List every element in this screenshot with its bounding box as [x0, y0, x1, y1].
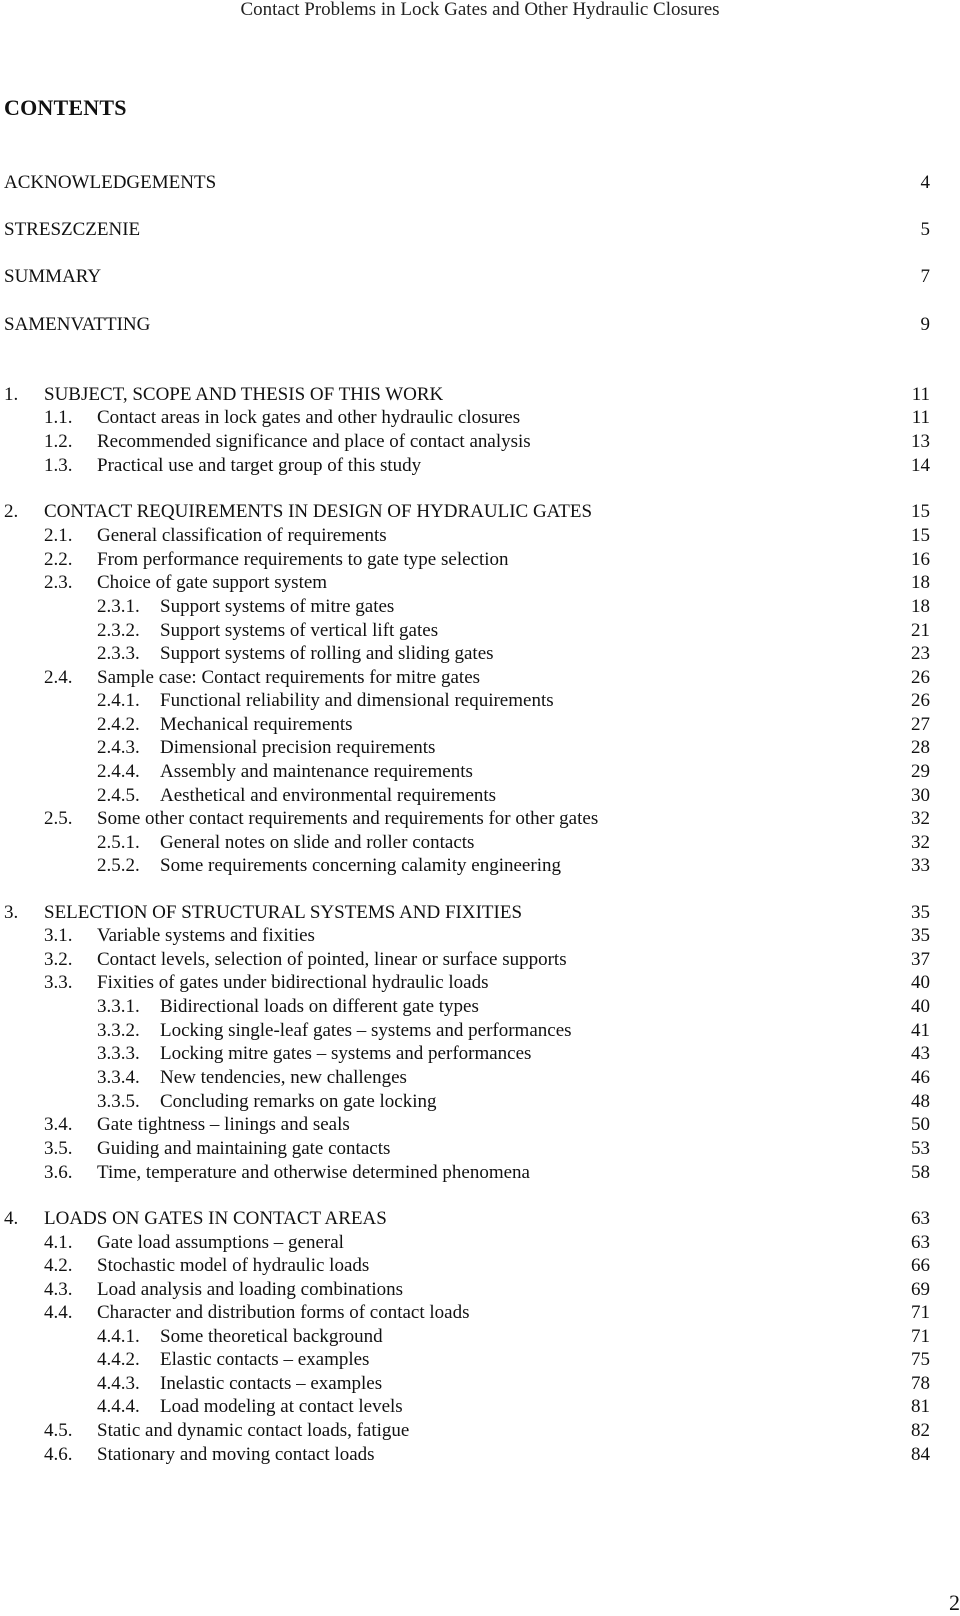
- toc-entry-page: 15: [911, 525, 930, 546]
- toc-entry-number: 1.3.: [44, 455, 73, 476]
- toc-entry-title: Elastic contacts – examples: [160, 1349, 370, 1370]
- toc-entry-page: 9: [920, 314, 930, 335]
- toc-entry: [0, 548, 960, 572]
- toc-entry-number: 4.4.: [44, 1302, 73, 1323]
- toc-entry-page: 13: [911, 431, 930, 452]
- toc-entry: [0, 500, 960, 524]
- toc-entry: [0, 1348, 960, 1372]
- toc-entry-page: 41: [911, 1020, 930, 1041]
- toc-entry-number: 2.3.: [44, 572, 73, 593]
- toc-entry-page: 5: [920, 219, 930, 240]
- toc-entry-page: 69: [911, 1279, 930, 1300]
- toc-entry-title: Inelastic contacts – examples: [160, 1373, 383, 1394]
- toc-entry-page: 63: [911, 1232, 930, 1253]
- toc-entry-number: 2.5.2.: [97, 855, 140, 876]
- toc-entry-number: 3.4.: [44, 1114, 73, 1135]
- toc-entry-page: 53: [911, 1138, 930, 1159]
- toc-entry-title: CONTACT REQUIREMENTS IN DESIGN OF HYDRAULIC GATES: [44, 501, 593, 522]
- toc-entry-title: Assembly and maintenance requirements: [160, 761, 473, 782]
- toc-entry-title: Gate load assumptions – general: [97, 1232, 344, 1253]
- toc-entry: [0, 1325, 960, 1349]
- toc-entry: [0, 1395, 960, 1419]
- toc-entry-title: New tendencies, new challenges: [160, 1067, 407, 1088]
- toc-entry: [0, 595, 960, 619]
- toc-entry-page: 15: [911, 501, 930, 522]
- toc-entry-title: Guiding and maintaining gate contacts: [97, 1138, 391, 1159]
- toc-entry-page: 23: [911, 643, 930, 664]
- toc-entry-title: SELECTION OF STRUCTURAL SYSTEMS AND FIXITIES: [44, 902, 523, 923]
- toc-entry-number: 4.4.3.: [97, 1373, 140, 1394]
- toc-entry-title: From performance requirements to gate type selection: [97, 549, 509, 570]
- toc-entry-page: 75: [911, 1349, 930, 1370]
- toc-entry: [0, 642, 960, 666]
- toc-entry: [0, 831, 960, 855]
- toc-entry-title: Locking mitre gates – systems and performances: [160, 1043, 532, 1064]
- toc-entry-title: Support systems of mitre gates: [160, 596, 395, 617]
- toc-entry: [0, 713, 960, 737]
- toc-entry-number: 4.2.: [44, 1255, 73, 1276]
- toc-entry-title: Support systems of vertical lift gates: [160, 620, 439, 641]
- toc-entry-page: 27: [911, 714, 930, 735]
- toc-entry: [0, 454, 960, 478]
- toc-entry-number: 1.1.: [44, 407, 73, 428]
- toc-entry-title: SAMENVATTING: [4, 314, 151, 335]
- toc-entry-number: 3.3.: [44, 972, 73, 993]
- toc-entry-page: 37: [911, 949, 930, 970]
- toc-entry-number: 4.: [4, 1208, 19, 1229]
- toc-entry-title: STRESZCZENIE: [4, 219, 141, 240]
- toc-entry-title: Static and dynamic contact loads, fatigue: [97, 1420, 410, 1441]
- toc-entry-page: 7: [920, 266, 930, 287]
- toc-entry-number: 2.4.3.: [97, 737, 140, 758]
- toc-entry-number: 1.2.: [44, 431, 73, 452]
- toc-entry-page: 71: [911, 1302, 930, 1323]
- toc-entry-page: 81: [911, 1396, 930, 1417]
- toc-entry: [0, 995, 960, 1019]
- toc-entry-title: General classification of requirements: [97, 525, 387, 546]
- toc-entry-page: 11: [911, 407, 930, 428]
- toc-entry-title: Some requirements concerning calamity engineering: [160, 855, 561, 876]
- toc-entry: [0, 689, 960, 713]
- toc-entry-title: Functional reliability and dimensional requirements: [160, 690, 554, 711]
- toc-entry-page: 58: [911, 1162, 930, 1183]
- toc-entry-number: 3.5.: [44, 1138, 73, 1159]
- toc-entry-title: Stationary and moving contact loads: [97, 1444, 375, 1465]
- page-number: 2: [949, 1590, 960, 1615]
- toc-entry-page: 35: [911, 902, 930, 923]
- contents-title: CONTENTS: [4, 95, 127, 120]
- toc-entry-title: Some theoretical background: [160, 1326, 383, 1347]
- toc-entry: [0, 313, 960, 337]
- toc-entry-page: 40: [911, 972, 930, 993]
- toc-entry-title: Aesthetical and environmental requirements: [160, 785, 497, 806]
- toc-entry-number: 4.1.: [44, 1232, 73, 1253]
- toc-entry-page: 16: [911, 549, 930, 570]
- toc-entry: [0, 1419, 960, 1443]
- toc-entry: [0, 924, 960, 948]
- toc-entry-number: 2.2.: [44, 549, 73, 570]
- toc-entry-title: Recommended significance and place of contact analysis: [97, 431, 531, 452]
- toc-entry-page: 26: [911, 667, 930, 688]
- toc-entry: [0, 784, 960, 808]
- toc-entry-number: 3.: [4, 902, 19, 923]
- toc-entry-title: Practical use and target group of this study: [97, 455, 422, 476]
- toc-entry: [0, 1301, 960, 1325]
- toc-entry-page: 40: [911, 996, 930, 1017]
- toc-entry-number: 2.4.: [44, 667, 73, 688]
- toc-entry: [0, 948, 960, 972]
- running-header: Contact Problems in Lock Gates and Other Hydraulic Closures: [240, 0, 720, 20]
- toc-entry-page: 84: [911, 1444, 930, 1465]
- toc-entry-title: Choice of gate support system: [97, 572, 328, 593]
- toc-entry-number: 2.4.4.: [97, 761, 140, 782]
- toc-entry-title: LOADS ON GATES IN CONTACT AREAS: [44, 1208, 387, 1229]
- toc-entry-number: 2.1.: [44, 525, 73, 546]
- toc-entry-page: 21: [911, 620, 930, 641]
- toc-entry: [0, 1042, 960, 1066]
- toc-entry-number: 2.3.1.: [97, 596, 140, 617]
- toc-entry: [0, 1278, 960, 1302]
- toc-entry-page: 32: [911, 832, 930, 853]
- toc-entry: [0, 383, 960, 407]
- toc-entry-page: 33: [911, 855, 930, 876]
- toc-entry-number: 4.3.: [44, 1279, 73, 1300]
- toc-entry: [0, 1207, 960, 1231]
- toc-entry-title: Concluding remarks on gate locking: [160, 1091, 437, 1112]
- toc-entry-page: 48: [911, 1091, 930, 1112]
- toc-entry-number: 3.3.4.: [97, 1067, 140, 1088]
- toc-entry-title: Contact levels, selection of pointed, linear or surface supports: [97, 949, 567, 970]
- toc-entry-number: 4.4.2.: [97, 1349, 140, 1370]
- toc-entry-page: 46: [911, 1067, 930, 1088]
- toc-entry: [0, 524, 960, 548]
- toc-entry: [0, 854, 960, 878]
- toc-entry-title: Time, temperature and otherwise determined phenomena: [97, 1162, 530, 1183]
- toc-entry: [0, 171, 960, 195]
- toc-entry-title: General notes on slide and roller contacts: [160, 832, 475, 853]
- toc-entry-number: 3.6.: [44, 1162, 73, 1183]
- toc-entry-page: 43: [911, 1043, 930, 1064]
- toc-entry-page: 18: [911, 572, 930, 593]
- toc-entry: [0, 1019, 960, 1043]
- toc-entry-page: 66: [911, 1255, 930, 1276]
- toc-entry-page: 50: [911, 1114, 930, 1135]
- toc-entry-title: Some other contact requirements and requirements for other gates: [97, 808, 599, 829]
- toc-entry-number: 3.2.: [44, 949, 73, 970]
- toc-entry: [0, 571, 960, 595]
- toc-entry-title: Locking single-leaf gates – systems and performances: [160, 1020, 572, 1041]
- toc-entry-page: 32: [911, 808, 930, 829]
- toc-entry: [0, 1231, 960, 1255]
- toc-entry: [0, 265, 960, 289]
- toc-entry-page: 18: [911, 596, 930, 617]
- toc-entry-number: 2.3.2.: [97, 620, 140, 641]
- toc-entry-number: 3.3.2.: [97, 1020, 140, 1041]
- toc-entry-number: 4.6.: [44, 1444, 73, 1465]
- toc-entry-number: 3.3.5.: [97, 1091, 140, 1112]
- toc-entry-number: 4.4.4.: [97, 1396, 140, 1417]
- toc-entry-page: 29: [911, 761, 930, 782]
- toc-entry-page: 30: [911, 785, 930, 806]
- toc-entry-title: Fixities of gates under bidirectional hydraulic loads: [97, 972, 489, 993]
- toc-entry: [0, 666, 960, 690]
- toc-entry-title: Support systems of rolling and sliding gates: [160, 643, 494, 664]
- toc-entry: [0, 619, 960, 643]
- toc-entry: [0, 971, 960, 995]
- toc-entry-title: Gate tightness – linings and seals: [97, 1114, 350, 1135]
- toc-entry: [0, 1113, 960, 1137]
- toc-entry-number: 3.3.1.: [97, 996, 140, 1017]
- toc-entry-number: 3.1.: [44, 925, 73, 946]
- toc-entry-title: Mechanical requirements: [160, 714, 353, 735]
- toc-entry-page: 71: [911, 1326, 930, 1347]
- toc-entry: [0, 736, 960, 760]
- toc-entry-number: 4.4.1.: [97, 1326, 140, 1347]
- toc-entry: [0, 1066, 960, 1090]
- toc-entry-title: Load modeling at contact levels: [160, 1396, 403, 1417]
- toc-entry: [0, 1372, 960, 1396]
- toc-entry-title: Sample case: Contact requirements for mitre gates: [97, 667, 481, 688]
- toc-entry: [0, 807, 960, 831]
- toc-entry: [0, 760, 960, 784]
- toc-entry-title: SUBJECT, SCOPE AND THESIS OF THIS WORK: [44, 384, 444, 405]
- toc-entry: [0, 218, 960, 242]
- toc-entry-page: 28: [911, 737, 930, 758]
- toc-entry-number: 2.: [4, 501, 19, 522]
- toc-entry-number: 1.: [4, 384, 19, 405]
- toc-entry: [0, 901, 960, 925]
- toc-entry-page: 78: [911, 1373, 930, 1394]
- toc-entry: [0, 430, 960, 454]
- toc-entry-number: 4.5.: [44, 1420, 73, 1441]
- toc-entry-number: 2.5.: [44, 808, 73, 829]
- toc-entry-number: 2.4.2.: [97, 714, 140, 735]
- toc-entry: [0, 1090, 960, 1114]
- toc-entry: [0, 1443, 960, 1467]
- toc-entry-title: Load analysis and loading combinations: [97, 1279, 404, 1300]
- toc-entry-title: ACKNOWLEDGEMENTS: [4, 172, 217, 193]
- toc-entry-title: Contact areas in lock gates and other hydraulic closures: [97, 407, 521, 428]
- toc-entry-page: 82: [911, 1420, 930, 1441]
- toc-entry-title: Character and distribution forms of contact loads: [97, 1302, 470, 1323]
- toc-entry-number: 3.3.3.: [97, 1043, 140, 1064]
- toc-entry-number: 2.4.1.: [97, 690, 140, 711]
- toc-entry: [0, 1161, 960, 1185]
- toc-entry-number: 2.5.1.: [97, 832, 140, 853]
- toc-entry: [0, 1254, 960, 1278]
- toc-entry-page: 35: [911, 925, 930, 946]
- toc-entry-title: SUMMARY: [4, 266, 102, 287]
- toc-entry: [0, 1137, 960, 1161]
- toc-entry-number: 2.3.3.: [97, 643, 140, 664]
- toc-entry-number: 2.4.5.: [97, 785, 140, 806]
- toc-entry-page: 11: [911, 384, 930, 405]
- toc-entry-title: Stochastic model of hydraulic loads: [97, 1255, 370, 1276]
- toc-entry-title: Variable systems and fixities: [97, 925, 315, 946]
- toc-entry-title: Dimensional precision requirements: [160, 737, 436, 758]
- toc-entry-page: 26: [911, 690, 930, 711]
- toc-entry-page: 63: [911, 1208, 930, 1229]
- toc-entry-page: 4: [920, 172, 930, 193]
- toc-entry: [0, 406, 960, 430]
- toc-entry-page: 14: [911, 455, 930, 476]
- toc-entry-title: Bidirectional loads on different gate types: [160, 996, 479, 1017]
